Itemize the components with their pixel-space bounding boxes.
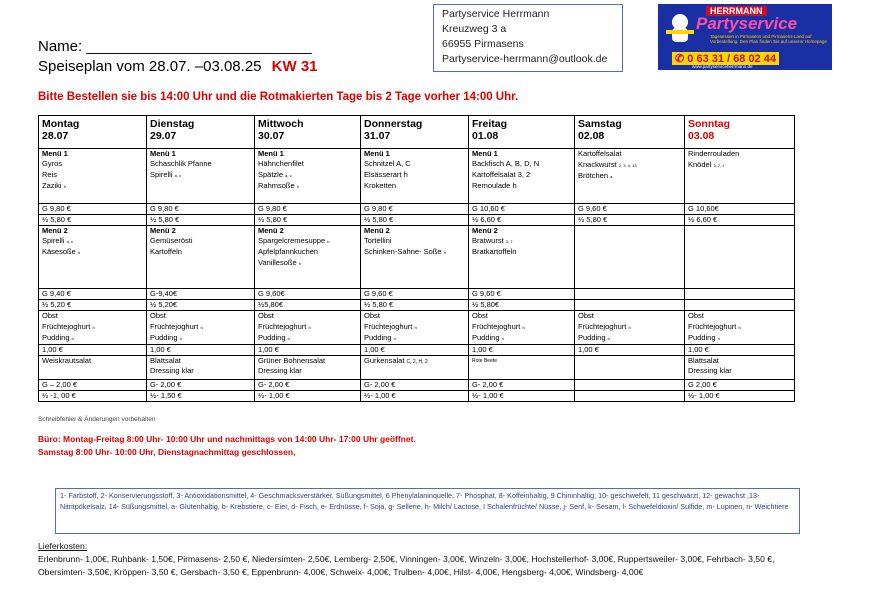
menu1-item-text: Spätzle bbox=[258, 170, 284, 179]
salad-price-row bbox=[39, 380, 795, 391]
address-box bbox=[433, 4, 623, 72]
menu2-item-text: Bratkartoffeln bbox=[472, 247, 517, 256]
menu2-price: G 9,40 € bbox=[39, 289, 147, 300]
menu2-price: G 9,60 € bbox=[361, 289, 469, 300]
menu1-item bbox=[42, 159, 143, 170]
dessert-item-text: Pudding bbox=[578, 333, 606, 342]
menu2-price: G 9,60€ bbox=[255, 289, 361, 300]
salad-price: ½ -1, 00 € bbox=[39, 391, 147, 402]
menu1-item bbox=[42, 170, 143, 181]
menu1-item bbox=[578, 149, 681, 160]
dessert-item-text: Obst bbox=[472, 311, 488, 320]
dessert-item-text: Früchtejoghurt bbox=[258, 322, 307, 331]
salad-cell bbox=[147, 356, 255, 380]
menu2-item bbox=[364, 236, 465, 247]
menu2-item-text: Käsesoße bbox=[42, 247, 76, 256]
day-date: 28.07 bbox=[42, 130, 69, 142]
company-logo bbox=[658, 4, 832, 70]
allergen-code: h bbox=[628, 325, 631, 330]
menu2-item-text: Gemüserösti bbox=[150, 236, 193, 245]
delivery-list: Erlenbrunn- 1,00€, Ruhbank- 1,50€, Pirmasens- 2,50 €, Niedersimten- 2,50€, Lemberg- 2,50€, Vinningen- 3,00€, Winzeln- 3,00€, Hochstellerhof- 3,00€, Ruppertsweiler- 3,00€, Fehrbach- 3,50 €, Obersimten- 3,50€, Kröppen- 3,50 €, Gersbach- 3,50 €, Eppenbrunn- 4,00€, Schweix- 4,00€, Trulben- 4,00€, Hilst- 4,00€, Hengsberg- 4,00€, Windsberg- 4,00€ bbox=[38, 554, 775, 577]
dessert-item bbox=[472, 333, 571, 344]
menu1-cell bbox=[255, 149, 361, 204]
footnote: Schreibfehler & Änderungen vorbehalten bbox=[38, 416, 156, 423]
salad-name: Blattsalat bbox=[688, 356, 719, 365]
dessert-item-text: Pudding bbox=[364, 333, 392, 342]
dessert-item bbox=[688, 333, 791, 344]
dessert-item bbox=[472, 311, 571, 322]
allergen-code: h bbox=[414, 325, 417, 330]
menu1-price: ½ 5,80 € bbox=[255, 215, 361, 226]
dessert-item bbox=[578, 322, 681, 333]
salad-name: Blattsalat bbox=[150, 356, 181, 365]
menu2-title: Menü 2 bbox=[472, 226, 498, 235]
menu1-item-text: Kartoffelsalat 3, 2 bbox=[472, 170, 531, 179]
menu1-item bbox=[258, 181, 357, 192]
menu1-item-text: Kroketten bbox=[364, 181, 397, 190]
dessert-item-text: Pudding bbox=[150, 333, 178, 342]
menu2-price: ½ 5,80€ bbox=[469, 300, 575, 311]
menu2-item bbox=[150, 236, 251, 247]
dessert-cell bbox=[469, 311, 575, 345]
menu2-item bbox=[150, 247, 251, 258]
menu1-item bbox=[578, 160, 681, 171]
menu2-title: Menü 2 bbox=[42, 226, 68, 235]
menu1-item bbox=[258, 159, 357, 170]
dessert-item bbox=[42, 311, 143, 322]
menu2-price: ½5,80€ bbox=[255, 300, 361, 311]
salad-name: Weiskrautsalat bbox=[42, 356, 92, 365]
additives-legend: 1- Farbstoff, 2- Konservierungsstoff, 3- Antioxidationsmittel, 4- Geschmacksverstärker, Süßungsmittel, 6 Phenylalaninquelle, 7- Phosphat, 8- Koffeinhaltig, 9 Chininhaltig, 10- geschwefelt, 11 geschwärzt, 12- gewachst ,13- Nitritpökelsalz, 14- Süßungsmittel, a- Glutenhaltig, b- Krebstiere, c- Eier, d- Fisch, e- Erdnüsse, f- Soja, g- Sellerie, h- Milch/ Lactose, I Schalenfrüchte/ Nüsse, j- Senf, k- Sesam, l- Schwefeldioxin/ Sulfide, m- Lupinen, n- Weichtiere bbox=[55, 488, 800, 534]
day-date: 02.08 bbox=[578, 130, 605, 142]
dessert-item bbox=[150, 333, 251, 344]
salad-cell bbox=[255, 356, 361, 380]
menu2-item bbox=[472, 247, 571, 258]
menu2-cell bbox=[39, 226, 147, 289]
menu2-item bbox=[42, 247, 143, 258]
dessert-cell bbox=[39, 311, 147, 345]
menu1-price: G 9,80 € bbox=[255, 204, 361, 215]
allergen-code: h bbox=[71, 336, 74, 341]
menu1-price: G 10,60€ bbox=[685, 204, 795, 215]
dessert-item bbox=[688, 322, 791, 333]
plan-title-text: Speiseplan vom 28.07. –03.08.25 bbox=[38, 58, 262, 75]
menu1-item bbox=[150, 159, 251, 170]
salad-price: ½- 1,00 € bbox=[361, 391, 469, 402]
menu2-price: ½ 5,20€ bbox=[147, 300, 255, 311]
menu1-price: ½ 5,80 € bbox=[39, 215, 147, 226]
dessert-item bbox=[688, 311, 791, 322]
menu1-cell bbox=[685, 149, 795, 204]
menu1-item bbox=[578, 171, 681, 182]
menu1-item-text: Remoulade h bbox=[472, 181, 517, 190]
menu1-item-text: Brötchen bbox=[578, 171, 609, 180]
dessert-item-text: Obst bbox=[364, 311, 380, 320]
menu2-title: Menü 2 bbox=[364, 226, 390, 235]
menu2-title: Menü 2 bbox=[258, 226, 284, 235]
menu1-item bbox=[688, 149, 791, 160]
salad-price bbox=[575, 380, 685, 391]
dessert-item-text: Früchtejoghurt bbox=[42, 322, 91, 331]
dessert-item bbox=[364, 322, 465, 333]
dessert-price: 1,00 € bbox=[685, 345, 795, 356]
phone-icon: ✆ bbox=[675, 53, 685, 65]
dessert-item bbox=[364, 333, 465, 344]
salad-price: G- 2,00 € bbox=[147, 380, 255, 391]
salad-price: G- 2,00 € bbox=[255, 380, 361, 391]
menu1-price: ½ 6,60 € bbox=[469, 215, 575, 226]
dessert-item-text: Früchtejoghurt bbox=[688, 322, 737, 331]
office-hours-weekday: Büro: Montag-Freitag 8:00 Uhr- 10:00 Uhr und nachmittags von 14:00 Uhr- 17:00 Uhr geöffnet. bbox=[38, 434, 416, 444]
menu1-cell bbox=[147, 149, 255, 204]
menu2-item bbox=[258, 258, 357, 269]
menu1-title: Menü 1 bbox=[472, 149, 498, 158]
salad-price: ½- 1,00 € bbox=[685, 391, 795, 402]
menu-table bbox=[38, 115, 795, 402]
menu1-item bbox=[364, 159, 465, 170]
menu1-price: ½ 5,80 € bbox=[575, 215, 685, 226]
logo-brand: HERRMANN bbox=[706, 6, 767, 16]
day-name: Freitag bbox=[472, 118, 508, 130]
logo-tagline: Tagesessen in Pirmasens und Pirmasens-Land auf Vorbestellung. Den Plan finden Sie auf unserer Homepage bbox=[710, 34, 827, 44]
allergen-code: h bbox=[92, 325, 95, 330]
dessert-item-text: Pudding bbox=[472, 333, 500, 342]
menu1-item bbox=[42, 181, 143, 192]
menu1-item-text: Hähnchenfilet bbox=[258, 159, 304, 168]
menu1-cell bbox=[575, 149, 685, 204]
allergen-code: h bbox=[738, 325, 741, 330]
menu1-row bbox=[39, 149, 795, 204]
name-field-line: Name: ___________________________ bbox=[38, 38, 312, 55]
dessert-price: 1,00 € bbox=[39, 345, 147, 356]
day-header bbox=[575, 116, 685, 149]
allergen-code: h bbox=[296, 184, 300, 189]
allergen-code: h bbox=[308, 325, 311, 330]
day-name: Sonntag bbox=[688, 118, 730, 130]
menu1-item-text: Elsässerart h bbox=[364, 170, 408, 179]
salad-price-row bbox=[39, 391, 795, 402]
dessert-cell bbox=[575, 311, 685, 345]
menu1-item-text: Backfisch A, B, D, N bbox=[472, 159, 540, 168]
salad-dressing: C, 2, H, 2 bbox=[406, 359, 428, 365]
salad-row bbox=[39, 356, 795, 380]
menu2-price: ½ 5,80 € bbox=[361, 300, 469, 311]
allergen-code: a bbox=[610, 174, 613, 179]
dessert-item bbox=[150, 311, 251, 322]
menu2-cell bbox=[685, 226, 795, 289]
menu2-price: G-9,40€ bbox=[147, 289, 255, 300]
menu1-price: G 10,60 € bbox=[469, 204, 575, 215]
menu2-item-text: Vanillesoße bbox=[258, 258, 297, 267]
dessert-item-text: Obst bbox=[150, 311, 166, 320]
menu1-price: ½ 5,80 € bbox=[147, 215, 255, 226]
day-header bbox=[39, 116, 147, 149]
salad-dressing: Dressing klar bbox=[150, 366, 194, 375]
menu1-item bbox=[688, 160, 791, 171]
dessert-cell bbox=[685, 311, 795, 345]
menu2-cell bbox=[575, 226, 685, 289]
menu1-price: G 9,60 € bbox=[575, 204, 685, 215]
menu1-title: Menü 1 bbox=[42, 149, 68, 158]
allergen-code: h bbox=[393, 336, 396, 341]
menu1-item-text: Schaschlik Pfanne bbox=[150, 159, 212, 168]
menu2-item-text: Tortellini bbox=[364, 236, 392, 245]
day-header bbox=[255, 116, 361, 149]
allergen-code: h bbox=[522, 325, 525, 330]
chef-mascot-icon bbox=[662, 10, 698, 46]
delivery-costs bbox=[38, 540, 818, 579]
dessert-item bbox=[258, 311, 357, 322]
week-number: KW 31 bbox=[271, 58, 318, 75]
salad-cell bbox=[39, 356, 147, 380]
logo-url: www.partyserviceherrmann.de bbox=[692, 64, 753, 69]
menu1-item-text: Knödel bbox=[688, 160, 712, 169]
dessert-item-text: Obst bbox=[42, 311, 58, 320]
salad-price bbox=[575, 391, 685, 402]
dessert-item-text: Obst bbox=[688, 311, 704, 320]
menu2-item-text: Schinken-Sahne- Soße bbox=[364, 247, 442, 256]
menu2-cell bbox=[147, 226, 255, 289]
menu2-item bbox=[472, 236, 571, 247]
salad-price: G 2,00 € bbox=[685, 380, 795, 391]
dessert-item-text: Obst bbox=[258, 311, 274, 320]
menu1-item-text: Knackwurst bbox=[578, 160, 617, 169]
menu1-cell bbox=[469, 149, 575, 204]
dessert-cell bbox=[255, 311, 361, 345]
menu2-price bbox=[575, 300, 685, 311]
menu2-cell bbox=[361, 226, 469, 289]
day-date: 01.08 bbox=[472, 130, 499, 142]
salad-name: Gurkensalat bbox=[364, 356, 405, 365]
menu2-cell bbox=[469, 226, 575, 289]
menu1-title: Menü 1 bbox=[364, 149, 390, 158]
salad-cell bbox=[685, 356, 795, 380]
menu1-item bbox=[472, 159, 571, 170]
phone-number: 0 63 31 / 68 02 44 bbox=[687, 53, 776, 65]
logo-script: Partyservice bbox=[696, 14, 798, 33]
day-header bbox=[361, 116, 469, 149]
menu1-item-text: Rinderrouladen bbox=[688, 149, 740, 158]
dessert-price: 1,00 € bbox=[147, 345, 255, 356]
allergen-code: a, c bbox=[285, 173, 292, 178]
street: Kreuzweg 3 a bbox=[442, 23, 507, 35]
menu1-item-text: Kartoffelsalat bbox=[578, 149, 622, 158]
menu1-item bbox=[472, 170, 571, 181]
day-name: Montag bbox=[42, 118, 80, 130]
menu2-row bbox=[39, 226, 795, 289]
allergen-code: h bbox=[717, 336, 720, 341]
menu2-item-text: Bratwurst bbox=[472, 236, 504, 245]
dessert-price: 1,00 € bbox=[469, 345, 575, 356]
salad-price: G- 2,00 € bbox=[469, 380, 575, 391]
day-name: Mittwoch bbox=[258, 118, 304, 130]
menu2-price: ½ 5,20 € bbox=[39, 300, 147, 311]
day-date: 31.07 bbox=[364, 130, 391, 142]
day-header bbox=[685, 116, 795, 149]
dessert-price: 1,00 € bbox=[575, 345, 685, 356]
menu2-item bbox=[258, 247, 357, 258]
menu1-price: G 9,80 € bbox=[147, 204, 255, 215]
menu2-item-text: Spirelli bbox=[42, 236, 65, 245]
menu1-cell bbox=[39, 149, 147, 204]
salad-price: ½- 1,00 € bbox=[469, 391, 575, 402]
menu2-cell bbox=[255, 226, 361, 289]
menu1-item bbox=[472, 181, 571, 192]
plan-title bbox=[38, 58, 318, 75]
salad-cell bbox=[575, 356, 685, 380]
dessert-item-text: Pudding bbox=[42, 333, 70, 342]
dessert-item bbox=[258, 322, 357, 333]
salad-name: Rote Beete bbox=[472, 358, 498, 364]
dessert-item bbox=[42, 322, 143, 333]
salad-cell bbox=[469, 356, 575, 380]
menu2-price-row bbox=[39, 289, 795, 300]
day-date: 30.07 bbox=[258, 130, 285, 142]
allergen-code: h bbox=[607, 336, 610, 341]
day-name: Donnerstag bbox=[364, 118, 423, 130]
menu2-item bbox=[42, 236, 143, 247]
dessert-item-text: Früchtejoghurt bbox=[472, 322, 521, 331]
allergen-code: h bbox=[443, 250, 446, 255]
salad-price: ½- 1,50 € bbox=[147, 391, 255, 402]
company-name: Partyservice Herrmann bbox=[442, 8, 550, 20]
dessert-item bbox=[364, 311, 465, 322]
dessert-price: 1,00 € bbox=[361, 345, 469, 356]
salad-cell bbox=[361, 356, 469, 380]
menu1-price-row bbox=[39, 215, 795, 226]
day-header-row bbox=[39, 116, 795, 149]
salad-dressing: Dressing klar bbox=[688, 366, 732, 375]
dessert-price-row bbox=[39, 345, 795, 356]
dessert-row bbox=[39, 311, 795, 345]
dessert-item-text: Früchtejoghurt bbox=[150, 322, 199, 331]
dessert-item bbox=[578, 333, 681, 344]
allergen-code: 3, 7, J bbox=[713, 163, 725, 168]
menu1-price: G 9,80 € bbox=[39, 204, 147, 215]
dessert-item-text: Pudding bbox=[688, 333, 716, 342]
salad-price: ½- 1,00 € bbox=[255, 391, 361, 402]
menu2-price bbox=[685, 289, 795, 300]
menu2-price bbox=[575, 289, 685, 300]
menu1-item-text: Rahmsoße bbox=[258, 181, 295, 190]
dessert-item-text: Früchtejoghurt bbox=[578, 322, 627, 331]
allergen-code: 3, 7 bbox=[505, 239, 513, 244]
dessert-item-text: Früchtejoghurt bbox=[364, 322, 413, 331]
allergen-code: h bbox=[501, 336, 504, 341]
delivery-heading: Lieferkosten: bbox=[38, 541, 88, 551]
dessert-item bbox=[258, 333, 357, 344]
menu1-item bbox=[364, 181, 465, 192]
menu1-title: Menü 1 bbox=[150, 149, 176, 158]
menu2-title: Menü 2 bbox=[150, 226, 176, 235]
menu1-price-row bbox=[39, 204, 795, 215]
menu1-price: G 9,80 € bbox=[361, 204, 469, 215]
menu2-item bbox=[364, 247, 465, 258]
office-hours-saturday: Samstag 8:00 Uhr- 10:00 Uhr, Dienstagnachmittag geschlossen, bbox=[38, 447, 296, 457]
menu1-price: ½ 5,80 € bbox=[361, 215, 469, 226]
allergen-code: a, c bbox=[66, 239, 74, 244]
menu1-item-text: Gyros bbox=[42, 159, 63, 168]
salad-price: G – 2,00 € bbox=[39, 380, 147, 391]
salad-price: G- 2,00 € bbox=[361, 380, 469, 391]
menu1-item bbox=[364, 170, 465, 181]
dessert-item-text: Obst bbox=[578, 311, 594, 320]
menu1-item-text: Zaziki bbox=[42, 181, 62, 190]
menu2-price: G 9,60 € bbox=[469, 289, 575, 300]
menu1-item-text: Spirelli bbox=[150, 170, 173, 179]
allergen-code: a, c bbox=[174, 173, 182, 178]
email: Partyservice-herrmann@outlook.de bbox=[442, 53, 608, 65]
menu2-item-text: Spargelcremesuppe bbox=[258, 236, 326, 245]
menu1-item bbox=[258, 170, 357, 181]
menu2-item-text: Kartoffeln bbox=[150, 247, 182, 256]
dessert-cell bbox=[147, 311, 255, 345]
menu1-item-text: Schnitzel A, C bbox=[364, 159, 411, 168]
day-header bbox=[147, 116, 255, 149]
dessert-price: 1,00 € bbox=[255, 345, 361, 356]
allergen-code: h bbox=[77, 250, 81, 255]
day-date: 03.08 bbox=[688, 130, 715, 142]
dessert-cell bbox=[361, 311, 469, 345]
menu2-price bbox=[685, 300, 795, 311]
day-header bbox=[469, 116, 575, 149]
menu2-price-row bbox=[39, 300, 795, 311]
allergen-code: 2, 3, 4, 13 bbox=[618, 163, 637, 168]
day-date: 29.07 bbox=[150, 130, 177, 142]
salad-name: Grüner Bohnensalat bbox=[258, 356, 326, 365]
dessert-item bbox=[150, 322, 251, 333]
allergen-code: h bbox=[179, 336, 182, 341]
menu1-item bbox=[150, 170, 251, 181]
dessert-item-text: Pudding bbox=[258, 333, 286, 342]
day-name: Samstag bbox=[578, 118, 622, 130]
dessert-item bbox=[578, 311, 681, 322]
dessert-item bbox=[42, 333, 143, 344]
allergen-code: h bbox=[287, 336, 290, 341]
allergen-code: h bbox=[63, 184, 66, 189]
menu2-item-text: Apfelpfannkuchen bbox=[258, 247, 319, 256]
menu2-item bbox=[258, 236, 357, 247]
allergen-code: h bbox=[200, 325, 203, 330]
allergen-code: h bbox=[298, 261, 301, 266]
city: 66955 Pirmasens bbox=[442, 38, 524, 50]
menu1-title: Menü 1 bbox=[258, 149, 284, 158]
allergen-code: h bbox=[327, 239, 330, 244]
menu1-price: ½ 6,60 € bbox=[685, 215, 795, 226]
dessert-item bbox=[472, 322, 571, 333]
menu1-cell bbox=[361, 149, 469, 204]
salad-dressing: Dressing klar bbox=[258, 366, 302, 375]
day-name: Dienstag bbox=[150, 118, 195, 130]
order-note: Bitte Bestellen sie bis 14:00 Uhr und die Rotmakierten Tage bis 2 Tage vorher 14:00 Uhr. bbox=[38, 91, 519, 103]
menu1-item-text: Reis bbox=[42, 170, 58, 179]
